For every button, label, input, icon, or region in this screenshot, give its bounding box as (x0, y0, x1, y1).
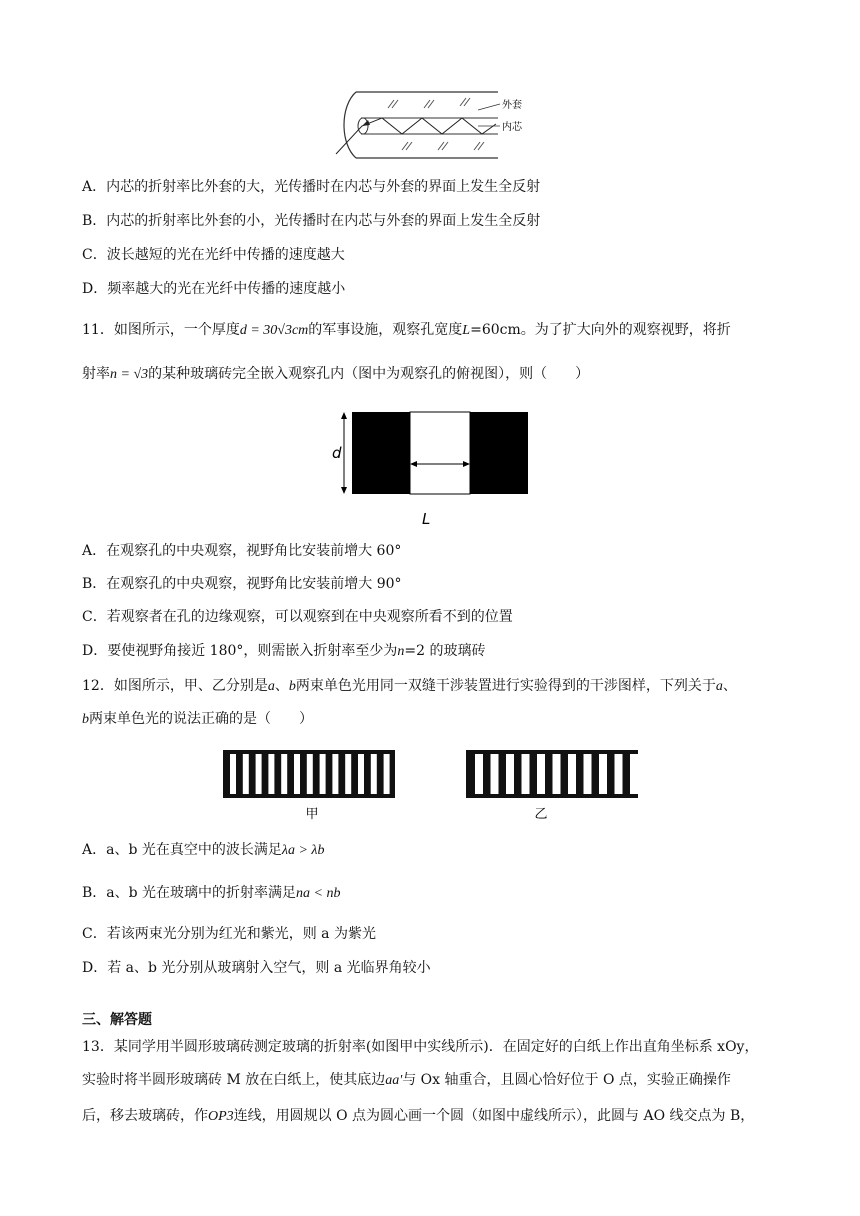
q12-option-c: C．若该两束光分别为红光和紫光，则 a 为紫光 (82, 926, 376, 942)
q11-option-d: D．要使视野角接近 180°，则需嵌入折射率至少为n=2 的玻璃砖 (82, 643, 486, 659)
bright-fringe (537, 754, 545, 794)
q10-option-d: D．频率越大的光在光纤中传播的速度越小 (82, 281, 346, 297)
bright-fringe (506, 754, 514, 794)
bright-fringe (256, 754, 262, 794)
bright-fringe (332, 754, 338, 794)
q12-option-a: A．a、b 光在真空中的波长满足λa > λb (82, 842, 325, 858)
q13-stem-line1: 13．某同学用半圆形玻璃砖测定玻璃的折射率(如图甲中实线所示)．在固定好的白纸上作出直角坐标系 xOy， (82, 1039, 759, 1055)
bright-fringe (568, 754, 576, 794)
bright-fringe (384, 754, 390, 794)
bright-fringe (491, 754, 499, 794)
bright-fringe (371, 754, 377, 794)
bright-fringe (630, 754, 638, 794)
q11-stem-line2: 射率n = √3的某种玻璃砖完全嵌入观察孔内（图中为观察孔的俯视图），则（ ） (82, 366, 590, 382)
bright-fringe (268, 754, 274, 794)
q12-stem-line2: b两束单色光的说法正确的是（ ） (82, 711, 313, 727)
label-jia: 甲 (305, 807, 319, 822)
bright-fringe (307, 754, 313, 794)
refractive-index-relation: na < nb (296, 886, 341, 901)
q10-option-a: A．内芯的折射率比外套的大，光传播时在内芯与外套的界面上发生全反射 (82, 179, 541, 195)
q13-stem-line2: 实验时将半圆形玻璃砖 M 放在白纸上，使其底边aa'与 Ox 轴重合，且圆心恰好位于 O 点，实验正确操作 (82, 1072, 731, 1088)
bright-fringe (615, 754, 623, 794)
optical-fiber-figure (328, 86, 538, 162)
bright-fringe (230, 754, 236, 794)
bright-fringe (584, 754, 592, 794)
bright-fringe (294, 754, 300, 794)
q11-option-c: C．若观察者在孔的边缘观察，可以观察到在中央观察所看不到的位置 (82, 609, 513, 625)
bright-fringe (320, 754, 326, 794)
bright-fringe (475, 754, 483, 794)
label-L: L (422, 510, 431, 528)
bright-fringe (599, 754, 607, 794)
q11-index-formula: n = √3 (110, 367, 149, 382)
bright-fringe (522, 754, 530, 794)
q10-option-c: C．波长越短的光在光纤中传播的速度越大 (82, 247, 345, 263)
q12-option-d: D．若 a、b 光分别从玻璃射入空气，则 a 光临界角较小 (82, 960, 431, 976)
bright-fringe (553, 754, 561, 794)
label-inner-core: 内芯 (502, 122, 522, 133)
wavelength-relation: λa > λb (281, 843, 325, 858)
interference-pattern-b (465, 744, 640, 824)
label-d: d (332, 444, 342, 462)
q11-option-a: A．在观察孔的中央观察，视野角比安装前增大 60° (82, 543, 402, 559)
section-title: 三、解答题 (82, 1012, 152, 1028)
q13-stem-line3: 后，移去玻璃砖，作OP3连线，用圆规以 O 点为圆心画一个圆（如图中虚线所示），此圆与 AO 线交点为 B， (82, 1108, 755, 1124)
q10-option-b: B．内芯的折射率比外套的小，光传播时在内芯与外套的界面上发生全反射 (82, 213, 541, 229)
label-yi: 乙 (534, 807, 548, 822)
interference-pattern-a (222, 744, 397, 824)
q11-stem-line1: 11．如图所示，一个厚度d = 30√3cm的军事设施，观察孔宽度L=60cm。为了扩大向外的观察视野，将折 (82, 322, 731, 338)
bright-fringe (345, 754, 351, 794)
bright-fringe (281, 754, 287, 794)
q12-stem-line1: 12．如图所示，甲、乙分别是a、b两束单色光用同一双缝干涉装置进行实验得到的干涉图样，下列关于a、 (82, 678, 737, 694)
bright-fringe (243, 754, 249, 794)
q11-thickness-formula: d = 30√3cm (239, 323, 309, 338)
q12-option-b: B．a、b 光在玻璃中的折射率满足na < nb (82, 885, 341, 901)
q11-option-b: B．在观察孔的中央观察，视野角比安装前增大 90° (82, 576, 402, 592)
observation-hole-figure (326, 408, 536, 530)
bright-fringe (358, 754, 364, 794)
label-outer-cladding: 外套 (502, 100, 522, 111)
